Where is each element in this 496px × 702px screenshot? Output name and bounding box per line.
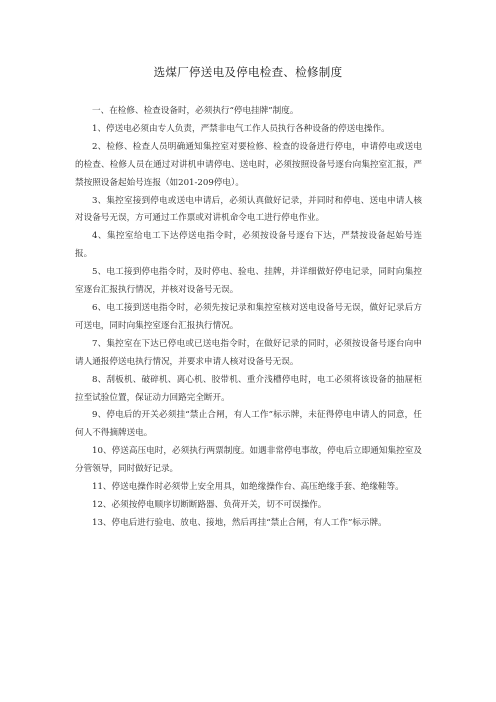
rule-paragraph: 11、停送电操作时必须带上安全用具，如绝缘操作台、高压绝缘手套、绝缘鞋等。: [92, 482, 404, 493]
rule-paragraph: 9、停电后的开关必须挂“禁止合闸，有人工作”标示牌，未征得停电申请人的同意，任何人不得摘牌送电。: [75, 410, 422, 439]
rule-paragraph: 1、停送电必须由专人负责，严禁非电气工作人员执行各种设备的停送电操作。: [92, 123, 390, 134]
rule-paragraph: 3、集控室接到停电或送电申请后，必须认真做好记录，并同时和停电、送电申请人核对设备号无误，方可通过工作票或对讲机命令电工进行停电作业。: [75, 195, 422, 224]
document-body: [75, 103, 422, 533]
rule-paragraph: 5、电工接到停电指令时，及时停电、验电、挂牌，并详细做好停电记录，同时向集控室逐台汇报执行情况，并核对设备号无误。: [75, 267, 422, 296]
section-heading: 一、在检修、检查设备时，必须执行“停电挂牌”制度。: [92, 106, 299, 116]
rule-paragraph: 12、必须按停电顺序切断断路器、负荷开关，切不可误操作。: [92, 499, 327, 510]
rule-paragraph: 8、刮板机、破碎机、离心机、胶带机、重介浅槽停电时，电工必须将该设备的抽屉柜拉至试验位置，保证动力回路完全断开。: [75, 374, 422, 403]
rule-paragraph: 2、检修、检查人员明确通知集控室对要检修、检查的设备进行停电，申请停电或送电的检查、检修人员在通过对讲机申请停电、送电时，必须按照设备号逐台向集控室汇报，严禁按照设备起始号连报（如201-209停电）。: [75, 141, 422, 188]
rule-paragraph: 13、停电后进行验电、放电、接地，然后再挂“禁止合闸，有人工作”标示牌。: [92, 517, 387, 528]
rule-paragraph: 7、集控室在下达已停电或已送电指令时，在做好记录的同时，必须按设备号逐台向申请人通报停送电执行情况，并要求申请人核对设备号无误。: [75, 338, 422, 367]
document-title: 选煤厂停送电及停电检查、检修制度: [153, 65, 343, 79]
rule-paragraph: 4、集控室给电工下达停送电指令时，必须按设备号逐台下达，严禁按设备起始号连报。: [75, 231, 422, 260]
rule-paragraph: 6、电工接到送电指令时，必须先按记录和集控室核对送电设备号无误，做好记录后方可送电，同时向集控室逐台汇报执行情况。: [75, 302, 422, 331]
rule-paragraph: 10、停送高压电时，必须执行两票制度。如遇非常停电事故，停电后立即通知集控室及分管领导，同时做好记录。: [75, 446, 422, 475]
